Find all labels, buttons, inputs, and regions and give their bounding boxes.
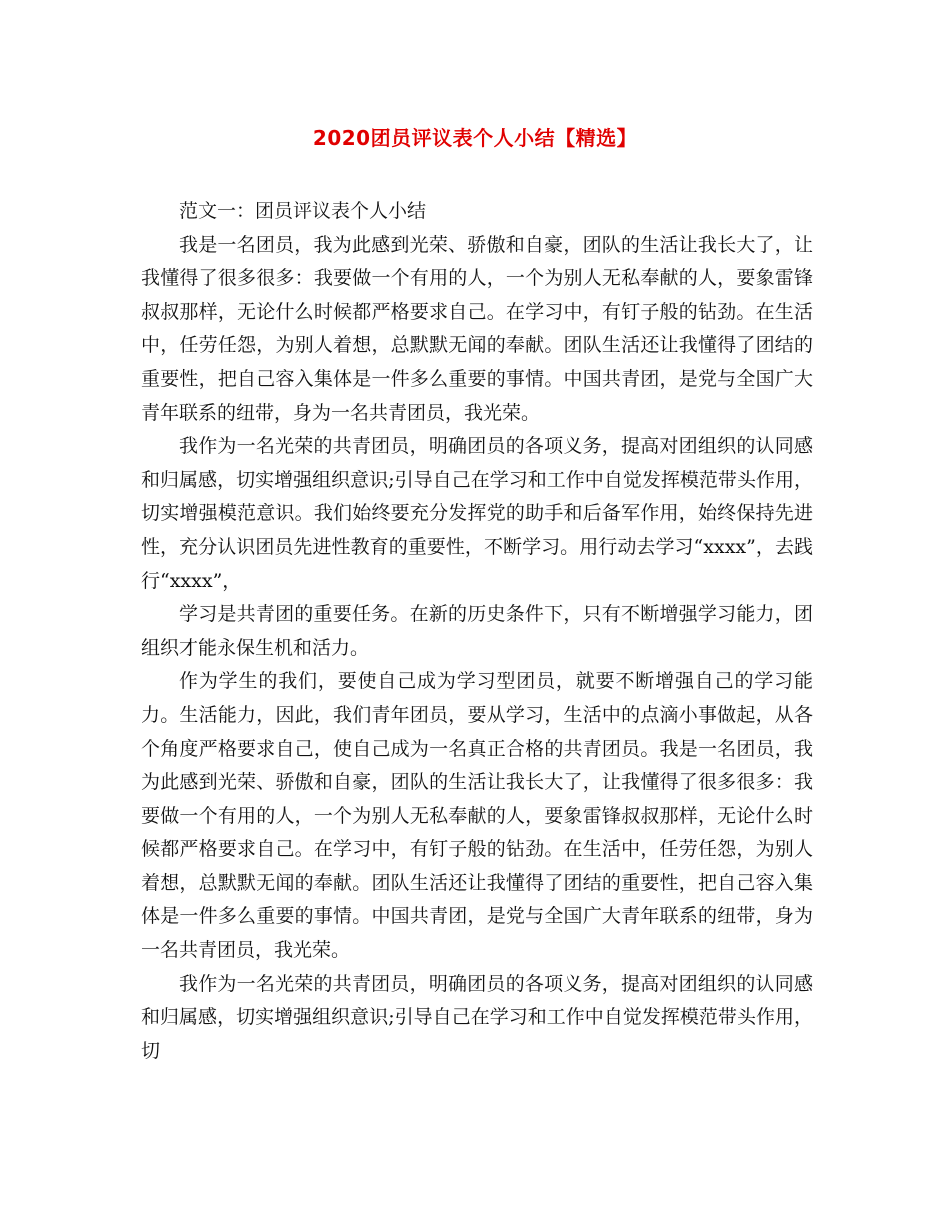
document-body: [141, 195, 813, 1068]
paragraph: 学习是共青团的重要任务。在新的历史条件下，只有不断增强学习能力，团组织才能永保生机和活力。: [141, 603, 813, 659]
paragraph: 我是一名团员，我为此感到光荣、骄傲和自豪，团队的生活让我长大了，让我懂得了很多很多：我要做一个有用的人，一个为别人无私奉献的人，要象雷锋叔叔那样，无论什么时候都严格要求自己。在学习中，有钉子般的钻劲。在生活中，任劳任怨，为别人着想，总默默无闻的奉献。团队生活还让我懂得了团结的重要性，把自己容入集体是一件多么重要的事情。中国共青团，是党与全国广大青年联系的纽带，身为一名共青团员，我光荣。: [141, 233, 813, 424]
paragraph: 我作为一名光荣的共青团员，明确团员的各项义务，提高对团组织的认同感和归属感，切实增强组织意识;引导自己在学习和工作中自觉发挥模范带头作用，切: [141, 972, 813, 1062]
paragraph: 作为学生的我们，要使自己成为学习型团员，就要不断增强自己的学习能力。生活能力，因此，我们青年团员，要从学习，生活中的点滴小事做起，从各个角度严格要求自己，使自己成为一名真正合格的共青团员。我是一名团员，我为此感到光荣、骄傲和自豪，团队的生活让我长大了，让我懂得了很多很多：我要做一个有用的人，一个为别人无私奉献的人，要象雷锋叔叔那样，无论什么时候都严格要求自己。在学习中，有钉子般的钻劲。在生活中，任劳任怨，为别人着想，总默默无闻的奉献。团队生活还让我懂得了团结的重要性，把自己容入集体是一件多么重要的事情。中国共青团，是党与全国广大青年联系的纽带，身为一名共青团员，我光荣。: [141, 670, 813, 962]
paragraph-heading: 范文一：团员评议表个人小结: [179, 200, 427, 222]
paragraph: 我作为一名光荣的共青团员，明确团员的各项义务，提高对团组织的认同感和归属感，切实增强组织意识;引导自己在学习和工作中自觉发挥模范带头作用，切实增强模范意识。我们始终要充分发挥党的助手和后备军作用，始终保持先进性，充分认识团员先进性教育的重要性，不断学习。用行动去学习“xxxx”，去践行“xxxx”，: [141, 435, 813, 592]
document-title: 2020团员评议表个人小结【精选】: [312, 126, 638, 150]
